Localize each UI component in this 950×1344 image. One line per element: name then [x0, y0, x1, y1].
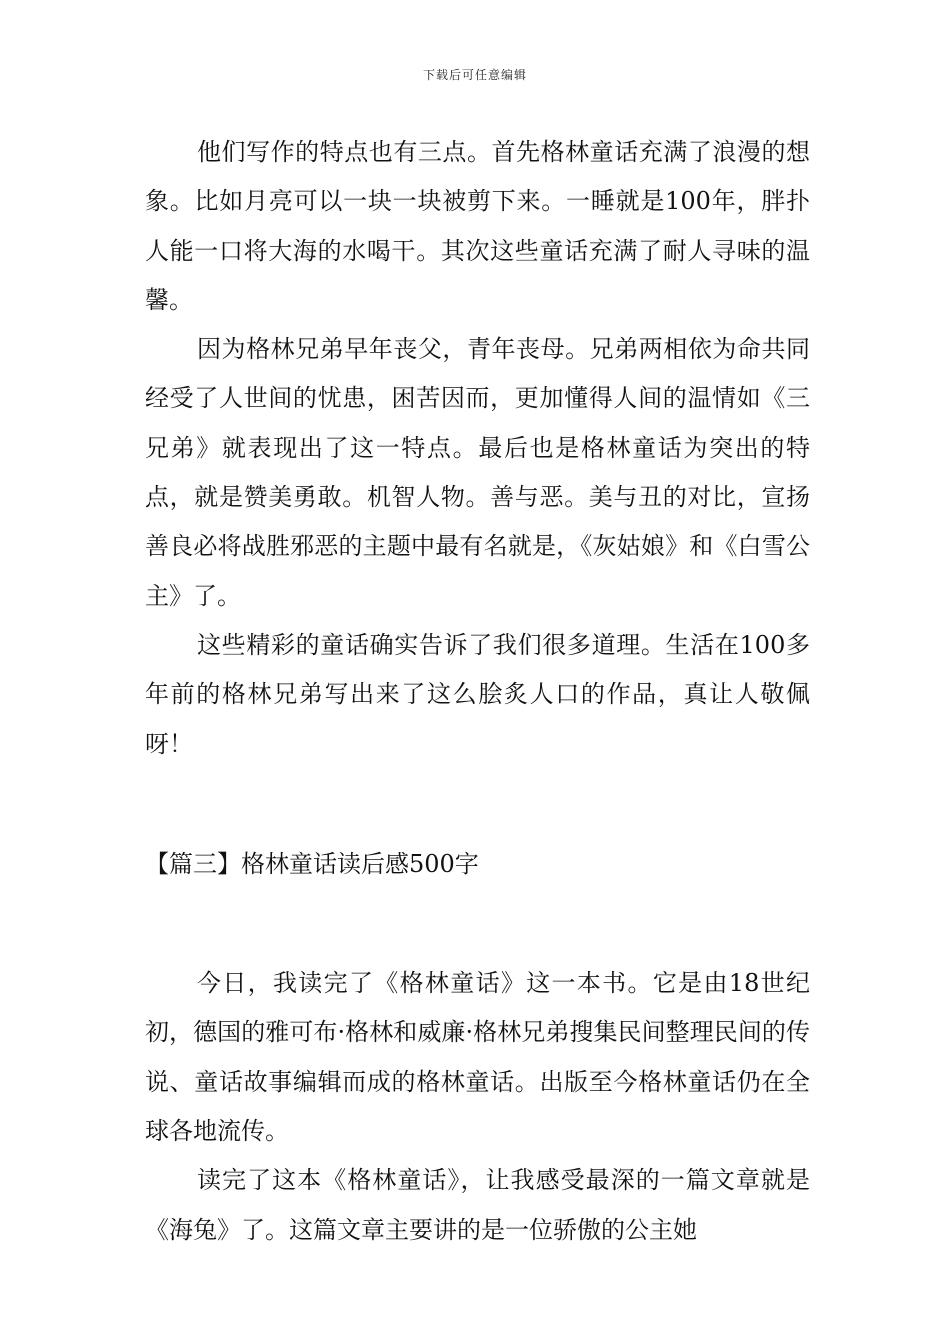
paragraph-sea-hare: 读完了这本《格林童话》，让我感受最深的一篇文章就是《海兔》了。这篇文章主要讲的是一位骄傲的公主她 — [145, 1166, 810, 1244]
spacer — [145, 769, 810, 840]
document-body — [145, 128, 810, 1255]
section-heading: 【篇三】格林童话读后感500字 — [145, 849, 479, 878]
paragraph-book-intro: 今日，我读完了《格林童话》这一本书。它是由18世纪初，德国的雅可布·格林和威廉·格林兄弟搜集民间整理民间的传说、童话故事编辑而成的格林童话。出版至今格林童话仍在全球各地流传。 — [145, 969, 810, 1146]
paragraph-writing-features: 他们写作的特点也有三点。首先格林童话充满了浪漫的想象。比如月亮可以一块一块被剪下来。一睡就是100年，胖扑人能一口将大海的水喝干。其次这些童话充满了耐人寻味的温馨。 — [145, 138, 810, 314]
spacer — [145, 889, 810, 959]
paragraph-grimm-background: 因为格林兄弟早年丧父，青年丧母。兄弟两相依为命共同经受了人世间的忧患，困苦因而，更加懂得人间的温情如《三兄弟》就表现出了这一特点。最后也是格林童话为突出的特点，就是赞美勇敢。机智人物。善与恶。美与丑的对比，宣扬善良必将战胜邪恶的主题中最有名就是，《灰姑娘》和《白雪公主》了。 — [145, 335, 810, 610]
paragraph-lessons: 这些精彩的童话确实告诉了我们很多道理。生活在100多年前的格林兄弟写出来了这么脍炙人口的作品，真让人敬佩呀！ — [145, 630, 810, 758]
page-header-note: 下载后可任意编辑 — [422, 68, 527, 82]
